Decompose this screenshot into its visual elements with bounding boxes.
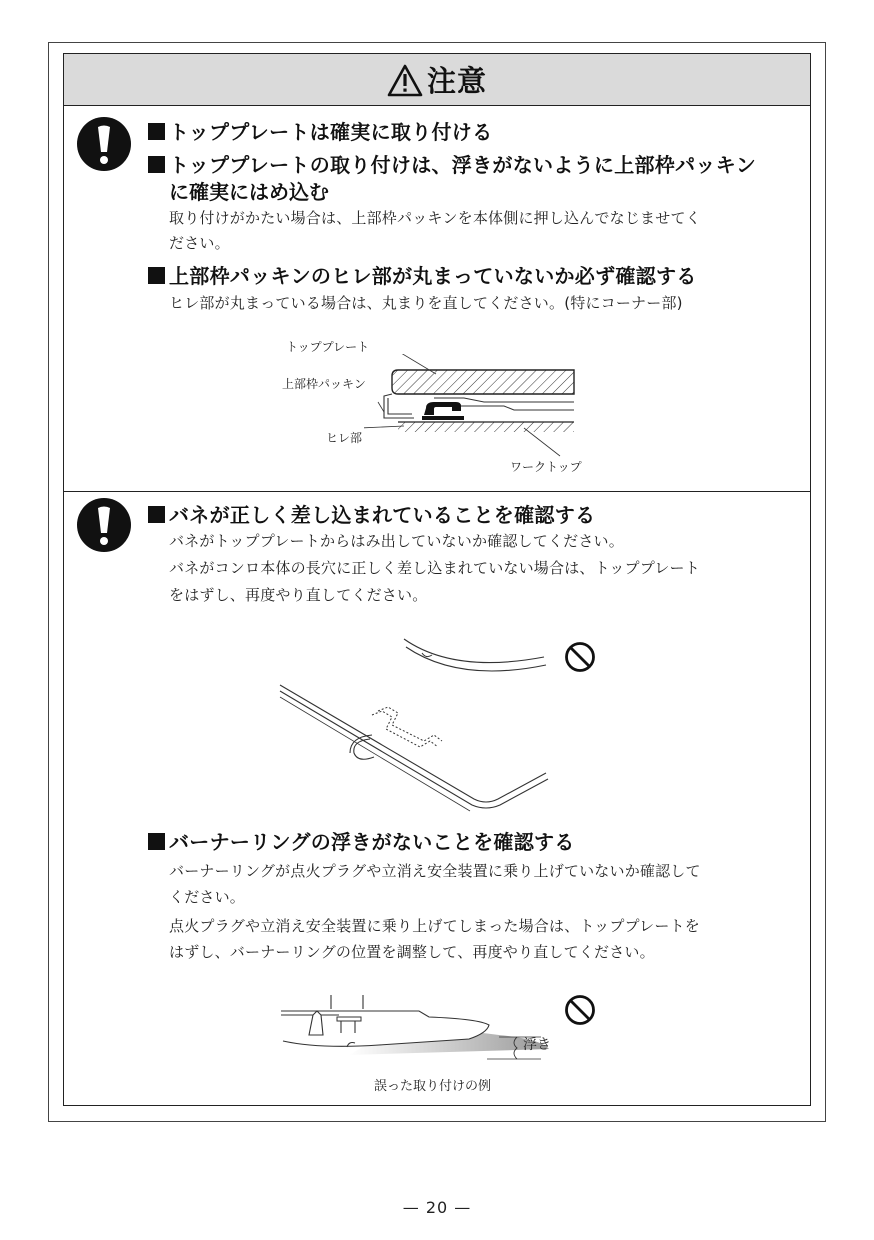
label-float: 浮き: [523, 1037, 551, 1053]
heading-text: バーナーリングの浮きがないことを確認する: [169, 830, 575, 854]
heading-text: トッププレートの取り付けは、浮きがないように上部枠パッキン: [169, 153, 757, 177]
body-text: はずし、バーナーリングの位置を調整して、再度やり直してください。: [169, 943, 655, 961]
section-divider: [64, 491, 810, 492]
prohibited-icon: [564, 641, 596, 673]
burner-ring-float-diagram: [279, 989, 554, 1069]
label-fin: ヒレ部: [326, 431, 363, 445]
heading-text: バネが正しく差し込まれていることを確認する: [169, 503, 596, 527]
page-number: — 20 —: [402, 1198, 472, 1217]
heading-text: トッププレートは確実に取り付ける: [169, 120, 493, 144]
mandatory-action-icon: [76, 116, 132, 172]
heading-fit-packing: [148, 149, 756, 178]
heading-secure-top-plate: [148, 116, 492, 145]
caution-title: 注意: [426, 64, 487, 98]
body-text: 取り付けがかたい場合は、上部枠パッキンを本体側に押し込んでなじませてく: [169, 209, 701, 227]
packing-cross-section-diagram: [364, 354, 594, 464]
heading-check-spring: [148, 499, 595, 528]
mandatory-action-icon: [76, 497, 132, 553]
body-text: ヒレ部が丸まっている場合は、丸まりを直してください。(特にコーナー部): [169, 294, 683, 312]
body-text: バーナーリングが点火プラグや立消え安全装置に乗り上げていないか確認して: [169, 862, 701, 880]
body-text: ださい。: [169, 234, 230, 252]
heading-fit-packing-cont: に確実にはめ込む: [169, 180, 329, 204]
heading-check-burner-ring: [148, 826, 575, 855]
bullet-square-icon: [148, 123, 165, 140]
heading-check-fin: [148, 260, 697, 289]
caution-box: [63, 53, 811, 1106]
caution-header: [64, 54, 810, 106]
warning-triangle-icon: [387, 64, 423, 98]
label-worktop: ワークトップ: [510, 460, 582, 474]
bullet-square-icon: [148, 156, 165, 173]
body-text: ください。: [169, 888, 246, 906]
heading-text: 上部枠パッキンのヒレ部が丸まっていないか必ず確認する: [169, 264, 697, 288]
prohibited-icon: [564, 994, 596, 1026]
bullet-square-icon: [148, 267, 165, 284]
body-text: バネがコンロ本体の長穴に正しく差し込まれていない場合は、トッププレート: [169, 559, 700, 577]
body-text: バネがトッププレートからはみ出していないか確認してください。: [169, 532, 624, 550]
body-text: 点火プラグや立消え安全装置に乗り上げてしまった場合は、トッププレートを: [169, 917, 700, 935]
diagram-caption: 誤った取り付けの例: [374, 1079, 492, 1094]
label-top-plate: トッププレート: [286, 340, 370, 354]
spring-wrong-diagram: [274, 629, 574, 814]
body-text: をはずし、再度やり直してください。: [169, 586, 428, 604]
label-packing: 上部枠パッキン: [282, 377, 366, 391]
bullet-square-icon: [148, 506, 165, 523]
bullet-square-icon: [148, 833, 165, 850]
